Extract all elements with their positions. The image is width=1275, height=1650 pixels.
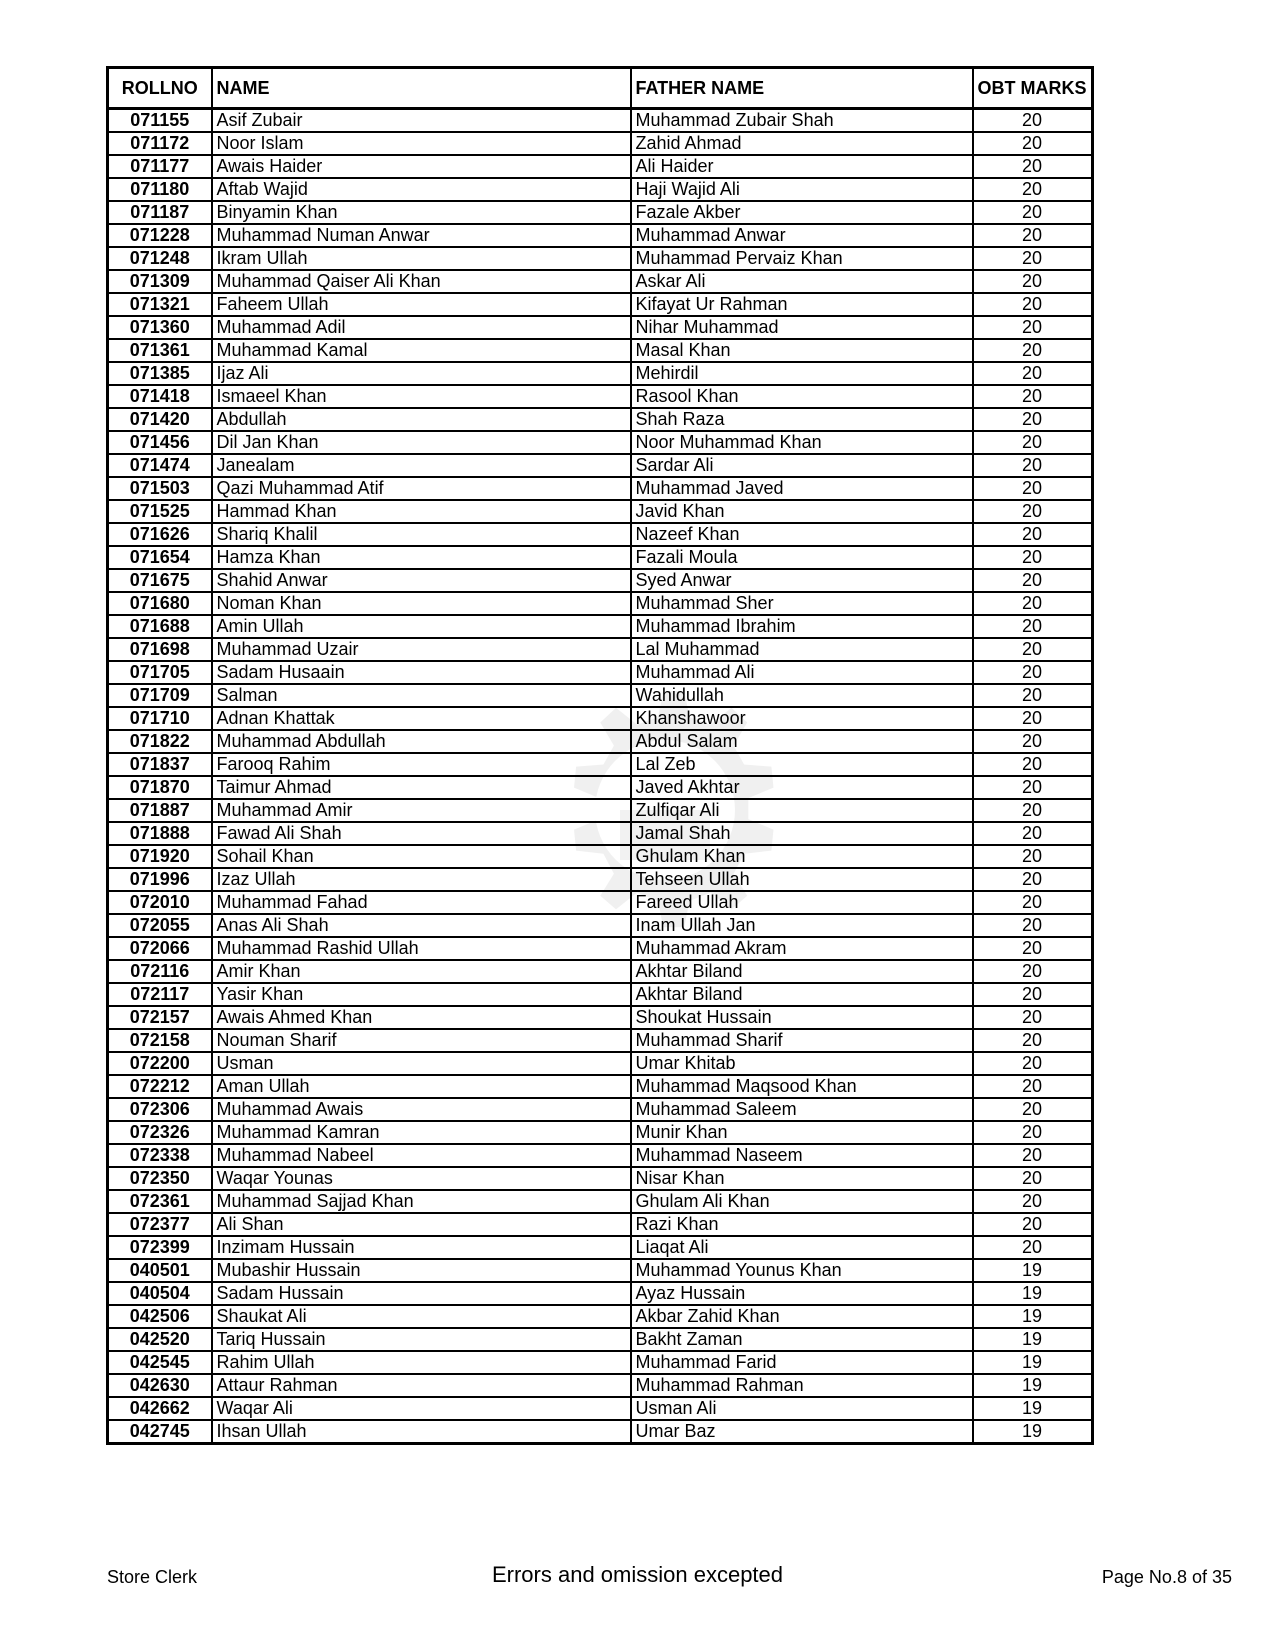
cell-rollno: 071385 — [108, 362, 212, 385]
cell-name: Rahim Ullah — [212, 1351, 631, 1374]
table-row — [108, 983, 1093, 1006]
cell-name: Hammad Khan — [212, 500, 631, 523]
table-row — [108, 1121, 1093, 1144]
cell-name: Anas Ali Shah — [212, 914, 631, 937]
cell-father-name: Zahid Ahmad — [631, 132, 973, 155]
cell-father-name: Mehirdil — [631, 362, 973, 385]
cell-rollno: 072158 — [108, 1029, 212, 1052]
cell-father-name: Fazali Moula — [631, 546, 973, 569]
cell-obt-marks: 20 — [973, 1098, 1093, 1121]
cell-obt-marks: 20 — [973, 914, 1093, 937]
cell-obt-marks: 20 — [973, 132, 1093, 155]
cell-father-name: Javid Khan — [631, 500, 973, 523]
cell-father-name: Usman Ali — [631, 1397, 973, 1420]
cell-rollno: 071187 — [108, 201, 212, 224]
cell-obt-marks: 20 — [973, 937, 1093, 960]
cell-rollno: 071503 — [108, 477, 212, 500]
cell-obt-marks: 20 — [973, 339, 1093, 362]
cell-obt-marks: 20 — [973, 1167, 1093, 1190]
cell-name: Mubashir Hussain — [212, 1259, 631, 1282]
cell-name: Usman — [212, 1052, 631, 1075]
cell-father-name: Umar Khitab — [631, 1052, 973, 1075]
cell-name: Sadam Husaain — [212, 661, 631, 684]
cell-rollno: 071887 — [108, 799, 212, 822]
cell-name: Muhammad Awais — [212, 1098, 631, 1121]
cell-name: Abdullah — [212, 408, 631, 431]
cell-father-name: Nisar Khan — [631, 1167, 973, 1190]
cell-name: Adnan Khattak — [212, 707, 631, 730]
cell-rollno: 072338 — [108, 1144, 212, 1167]
cell-father-name: Haji Wajid Ali — [631, 178, 973, 201]
cell-obt-marks: 20 — [973, 730, 1093, 753]
header-obt-marks: OBT MARKS — [973, 68, 1093, 109]
cell-name: Muhammad Adil — [212, 316, 631, 339]
cell-name: Waqar Younas — [212, 1167, 631, 1190]
cell-father-name: Fazale Akber — [631, 201, 973, 224]
cell-obt-marks: 19 — [973, 1397, 1093, 1420]
cell-obt-marks: 20 — [973, 385, 1093, 408]
table-row — [108, 1075, 1093, 1098]
table-row — [108, 1236, 1093, 1259]
cell-rollno: 071525 — [108, 500, 212, 523]
table-row — [108, 684, 1093, 707]
cell-obt-marks: 20 — [973, 293, 1093, 316]
cell-father-name: Muhammad Farid — [631, 1351, 973, 1374]
cell-rollno: 071228 — [108, 224, 212, 247]
cell-name: Muhammad Uzair — [212, 638, 631, 661]
cell-father-name: Muhammad Ibrahim — [631, 615, 973, 638]
table-row — [108, 201, 1093, 224]
cell-obt-marks: 20 — [973, 224, 1093, 247]
table-row — [108, 339, 1093, 362]
cell-obt-marks: 19 — [973, 1420, 1093, 1444]
cell-rollno: 071361 — [108, 339, 212, 362]
cell-rollno: 072117 — [108, 983, 212, 1006]
cell-name: Noor Islam — [212, 132, 631, 155]
cell-name: Muhammad Amir — [212, 799, 631, 822]
cell-obt-marks: 20 — [973, 316, 1093, 339]
cell-obt-marks: 20 — [973, 822, 1093, 845]
cell-rollno: 072212 — [108, 1075, 212, 1098]
table-row — [108, 868, 1093, 891]
cell-rollno: 071688 — [108, 615, 212, 638]
cell-name: Muhammad Qaiser Ali Khan — [212, 270, 631, 293]
cell-rollno: 072116 — [108, 960, 212, 983]
cell-obt-marks: 20 — [973, 408, 1093, 431]
table-row — [108, 891, 1093, 914]
cell-name: Shariq Khalil — [212, 523, 631, 546]
cell-obt-marks: 20 — [973, 201, 1093, 224]
cell-father-name: Muhammad Rahman — [631, 1374, 973, 1397]
footer-disclaimer: Errors and omission excepted — [491, 1562, 784, 1587]
table-row — [108, 1098, 1093, 1121]
table-row — [108, 1420, 1093, 1444]
cell-name: Amir Khan — [212, 960, 631, 983]
cell-obt-marks: 20 — [973, 500, 1093, 523]
table-row — [108, 523, 1093, 546]
table-row — [108, 109, 1093, 133]
cell-father-name: Ghulam Ali Khan — [631, 1190, 973, 1213]
cell-father-name: Muhammad Anwar — [631, 224, 973, 247]
table-row — [108, 1213, 1093, 1236]
cell-obt-marks: 19 — [973, 1282, 1093, 1305]
cell-name: Awais Haider — [212, 155, 631, 178]
cell-name: Dil Jan Khan — [212, 431, 631, 454]
cell-obt-marks: 20 — [973, 776, 1093, 799]
cell-name: Yasir Khan — [212, 983, 631, 1006]
cell-rollno: 071177 — [108, 155, 212, 178]
cell-father-name: Fareed Ullah — [631, 891, 973, 914]
cell-rollno: 071870 — [108, 776, 212, 799]
table-row — [108, 1190, 1093, 1213]
table-row — [108, 1351, 1093, 1374]
cell-obt-marks: 20 — [973, 546, 1093, 569]
cell-name: Hamza Khan — [212, 546, 631, 569]
cell-rollno: 071172 — [108, 132, 212, 155]
cell-name: Izaz Ullah — [212, 868, 631, 891]
cell-name: Muhammad Sajjad Khan — [212, 1190, 631, 1213]
table-row — [108, 799, 1093, 822]
cell-father-name: Masal Khan — [631, 339, 973, 362]
cell-father-name: Abdul Salam — [631, 730, 973, 753]
table-row — [108, 500, 1093, 523]
cell-rollno: 042520 — [108, 1328, 212, 1351]
cell-rollno: 072157 — [108, 1006, 212, 1029]
table-row — [108, 1397, 1093, 1420]
table-row — [108, 1052, 1093, 1075]
cell-obt-marks: 20 — [973, 983, 1093, 1006]
cell-obt-marks: 20 — [973, 1236, 1093, 1259]
table-row — [108, 454, 1093, 477]
cell-obt-marks: 20 — [973, 270, 1093, 293]
cell-obt-marks: 20 — [973, 1075, 1093, 1098]
cell-name: Nouman Sharif — [212, 1029, 631, 1052]
cell-name: Waqar Ali — [212, 1397, 631, 1420]
cell-father-name: Inam Ullah Jan — [631, 914, 973, 937]
table-row — [108, 132, 1093, 155]
cell-name: Muhammad Nabeel — [212, 1144, 631, 1167]
cell-rollno: 040504 — [108, 1282, 212, 1305]
table-row — [108, 845, 1093, 868]
cell-father-name: Razi Khan — [631, 1213, 973, 1236]
cell-name: Qazi Muhammad Atif — [212, 477, 631, 500]
table-row — [108, 1259, 1093, 1282]
cell-name: Janealam — [212, 454, 631, 477]
header-rollno: ROLLNO — [108, 68, 212, 109]
cell-obt-marks: 20 — [973, 753, 1093, 776]
table-row — [108, 316, 1093, 339]
cell-name: Sohail Khan — [212, 845, 631, 868]
cell-name: Shahid Anwar — [212, 569, 631, 592]
table-header-row — [108, 68, 1093, 109]
cell-father-name: Muhammad Zubair Shah — [631, 109, 973, 133]
cell-obt-marks: 20 — [973, 523, 1093, 546]
table-row — [108, 408, 1093, 431]
cell-father-name: Lal Muhammad — [631, 638, 973, 661]
cell-rollno: 072306 — [108, 1098, 212, 1121]
table-row — [108, 822, 1093, 845]
cell-name: Muhammad Rashid Ullah — [212, 937, 631, 960]
cell-name: Ihsan Ullah — [212, 1420, 631, 1444]
table-row — [108, 638, 1093, 661]
cell-name: Salman — [212, 684, 631, 707]
header-father-name: FATHER NAME — [631, 68, 973, 109]
cell-obt-marks: 20 — [973, 1006, 1093, 1029]
table-row — [108, 1282, 1093, 1305]
cell-obt-marks: 20 — [973, 431, 1093, 454]
cell-name: Muhammad Kamran — [212, 1121, 631, 1144]
cell-rollno: 071180 — [108, 178, 212, 201]
table-row — [108, 385, 1093, 408]
cell-obt-marks: 20 — [973, 868, 1093, 891]
table-row — [108, 1006, 1093, 1029]
table-row — [108, 730, 1093, 753]
table-row — [108, 1305, 1093, 1328]
cell-rollno: 071680 — [108, 592, 212, 615]
cell-father-name: Muhammad Akram — [631, 937, 973, 960]
cell-obt-marks: 20 — [973, 891, 1093, 914]
cell-obt-marks: 19 — [973, 1259, 1093, 1282]
cell-obt-marks: 20 — [973, 454, 1093, 477]
cell-rollno: 071474 — [108, 454, 212, 477]
cell-rollno: 071705 — [108, 661, 212, 684]
cell-obt-marks: 19 — [973, 1351, 1093, 1374]
cell-rollno: 071888 — [108, 822, 212, 845]
cell-father-name: Syed Anwar — [631, 569, 973, 592]
table-row — [108, 1144, 1093, 1167]
cell-name: Sadam Hussain — [212, 1282, 631, 1305]
cell-name: Attaur Rahman — [212, 1374, 631, 1397]
cell-obt-marks: 20 — [973, 155, 1093, 178]
cell-rollno: 071248 — [108, 247, 212, 270]
cell-father-name: Muhammad Naseem — [631, 1144, 973, 1167]
table-row — [108, 362, 1093, 385]
cell-name: Ijaz Ali — [212, 362, 631, 385]
cell-obt-marks: 20 — [973, 615, 1093, 638]
cell-name: Ikram Ullah — [212, 247, 631, 270]
cell-rollno: 072055 — [108, 914, 212, 937]
cell-father-name: Muhammad Saleem — [631, 1098, 973, 1121]
cell-rollno: 072361 — [108, 1190, 212, 1213]
cell-rollno: 071996 — [108, 868, 212, 891]
cell-father-name: Tehseen Ullah — [631, 868, 973, 891]
cell-father-name: Ayaz Hussain — [631, 1282, 973, 1305]
cell-name: Muhammad Numan Anwar — [212, 224, 631, 247]
table-row — [108, 247, 1093, 270]
cell-rollno: 071654 — [108, 546, 212, 569]
table-row — [108, 914, 1093, 937]
cell-obt-marks: 20 — [973, 1052, 1093, 1075]
cell-rollno: 071360 — [108, 316, 212, 339]
cell-obt-marks: 20 — [973, 661, 1093, 684]
cell-name: Aftab Wajid — [212, 178, 631, 201]
cell-obt-marks: 20 — [973, 845, 1093, 868]
table-row — [108, 224, 1093, 247]
cell-father-name: Zulfiqar Ali — [631, 799, 973, 822]
footer-page-number: Page No.8 of 35 — [1101, 1567, 1232, 1587]
cell-rollno: 072377 — [108, 1213, 212, 1236]
table-row — [108, 592, 1093, 615]
cell-father-name: Askar Ali — [631, 270, 973, 293]
cell-rollno: 040501 — [108, 1259, 212, 1282]
cell-name: Aman Ullah — [212, 1075, 631, 1098]
cell-obt-marks: 20 — [973, 109, 1093, 133]
table-row — [108, 960, 1093, 983]
cell-name: Shaukat Ali — [212, 1305, 631, 1328]
cell-rollno: 042545 — [108, 1351, 212, 1374]
cell-rollno: 042662 — [108, 1397, 212, 1420]
table-row — [108, 178, 1093, 201]
cell-father-name: Ali Haider — [631, 155, 973, 178]
cell-father-name: Ghulam Khan — [631, 845, 973, 868]
cell-rollno: 071626 — [108, 523, 212, 546]
table-row — [108, 293, 1093, 316]
cell-father-name: Shah Raza — [631, 408, 973, 431]
table-row — [108, 753, 1093, 776]
cell-rollno: 042630 — [108, 1374, 212, 1397]
cell-name: Awais Ahmed Khan — [212, 1006, 631, 1029]
cell-name: Ali Shan — [212, 1213, 631, 1236]
cell-rollno: 071309 — [108, 270, 212, 293]
cell-father-name: Muhammad Younus Khan — [631, 1259, 973, 1282]
cell-father-name: Lal Zeb — [631, 753, 973, 776]
cell-name: Muhammad Abdullah — [212, 730, 631, 753]
cell-rollno: 072326 — [108, 1121, 212, 1144]
cell-obt-marks: 20 — [973, 1144, 1093, 1167]
cell-father-name: Javed Akhtar — [631, 776, 973, 799]
cell-name: Tariq Hussain — [212, 1328, 631, 1351]
cell-rollno: 071822 — [108, 730, 212, 753]
cell-obt-marks: 20 — [973, 1121, 1093, 1144]
cell-father-name: Muhammad Sharif — [631, 1029, 973, 1052]
cell-name: Farooq Rahim — [212, 753, 631, 776]
cell-obt-marks: 19 — [973, 1374, 1093, 1397]
cell-rollno: 071698 — [108, 638, 212, 661]
cell-obt-marks: 20 — [973, 1213, 1093, 1236]
cell-father-name: Sardar Ali — [631, 454, 973, 477]
cell-rollno: 072399 — [108, 1236, 212, 1259]
cell-father-name: Muhammad Pervaiz Khan — [631, 247, 973, 270]
cell-name: Binyamin Khan — [212, 201, 631, 224]
cell-name: Inzimam Hussain — [212, 1236, 631, 1259]
table-row — [108, 1374, 1093, 1397]
cell-name: Asif Zubair — [212, 109, 631, 133]
cell-rollno: 071155 — [108, 109, 212, 133]
results-table — [106, 66, 1094, 1445]
cell-father-name: Muhammad Ali — [631, 661, 973, 684]
table-row — [108, 546, 1093, 569]
cell-father-name: Shoukat Hussain — [631, 1006, 973, 1029]
cell-obt-marks: 19 — [973, 1305, 1093, 1328]
cell-rollno: 071418 — [108, 385, 212, 408]
cell-rollno: 042745 — [108, 1420, 212, 1444]
cell-father-name: Nihar Muhammad — [631, 316, 973, 339]
cell-rollno: 071321 — [108, 293, 212, 316]
cell-obt-marks: 20 — [973, 178, 1093, 201]
cell-name: Fawad Ali Shah — [212, 822, 631, 845]
cell-obt-marks: 20 — [973, 960, 1093, 983]
table-row — [108, 937, 1093, 960]
cell-father-name: Khanshawoor — [631, 707, 973, 730]
cell-father-name: Noor Muhammad Khan — [631, 431, 973, 454]
cell-father-name: Muhammad Sher — [631, 592, 973, 615]
cell-father-name: Rasool Khan — [631, 385, 973, 408]
cell-obt-marks: 20 — [973, 569, 1093, 592]
cell-father-name: Wahidullah — [631, 684, 973, 707]
table-row — [108, 1328, 1093, 1351]
cell-father-name: Akbar Zahid Khan — [631, 1305, 973, 1328]
table-row — [108, 707, 1093, 730]
cell-rollno: 072066 — [108, 937, 212, 960]
cell-obt-marks: 20 — [973, 684, 1093, 707]
table-row — [108, 569, 1093, 592]
cell-rollno: 071710 — [108, 707, 212, 730]
cell-obt-marks: 20 — [973, 247, 1093, 270]
table-row — [108, 155, 1093, 178]
cell-name: Muhammad Fahad — [212, 891, 631, 914]
table-row — [108, 615, 1093, 638]
footer-signatory: Store Clerk — [107, 1567, 198, 1587]
cell-rollno: 072350 — [108, 1167, 212, 1190]
cell-father-name: Kifayat Ur Rahman — [631, 293, 973, 316]
cell-father-name: Nazeef Khan — [631, 523, 973, 546]
cell-rollno: 071709 — [108, 684, 212, 707]
cell-obt-marks: 20 — [973, 1190, 1093, 1213]
table-row — [108, 1167, 1093, 1190]
table-row — [108, 270, 1093, 293]
cell-rollno: 072010 — [108, 891, 212, 914]
cell-rollno: 071675 — [108, 569, 212, 592]
cell-obt-marks: 20 — [973, 707, 1093, 730]
cell-rollno: 071456 — [108, 431, 212, 454]
cell-rollno: 071420 — [108, 408, 212, 431]
cell-obt-marks: 20 — [973, 1029, 1093, 1052]
cell-father-name: Muhammad Javed — [631, 477, 973, 500]
cell-name: Taimur Ahmad — [212, 776, 631, 799]
table-row — [108, 776, 1093, 799]
cell-name: Noman Khan — [212, 592, 631, 615]
cell-obt-marks: 20 — [973, 362, 1093, 385]
cell-obt-marks: 20 — [973, 638, 1093, 661]
cell-father-name: Akhtar Biland — [631, 983, 973, 1006]
cell-rollno: 042506 — [108, 1305, 212, 1328]
cell-name: Ismaeel Khan — [212, 385, 631, 408]
cell-name: Faheem Ullah — [212, 293, 631, 316]
cell-obt-marks: 20 — [973, 592, 1093, 615]
header-name: NAME — [212, 68, 631, 109]
cell-name: Amin Ullah — [212, 615, 631, 638]
cell-rollno: 072200 — [108, 1052, 212, 1075]
cell-obt-marks: 20 — [973, 799, 1093, 822]
cell-father-name: Jamal Shah — [631, 822, 973, 845]
cell-father-name: Akhtar Biland — [631, 960, 973, 983]
cell-rollno: 071837 — [108, 753, 212, 776]
cell-name: Muhammad Kamal — [212, 339, 631, 362]
table-row — [108, 1029, 1093, 1052]
table-row — [108, 477, 1093, 500]
cell-father-name: Umar Baz — [631, 1420, 973, 1444]
cell-father-name: Liaqat Ali — [631, 1236, 973, 1259]
cell-obt-marks: 19 — [973, 1328, 1093, 1351]
cell-father-name: Munir Khan — [631, 1121, 973, 1144]
cell-obt-marks: 20 — [973, 477, 1093, 500]
table-row — [108, 661, 1093, 684]
cell-father-name: Muhammad Maqsood Khan — [631, 1075, 973, 1098]
table-row — [108, 431, 1093, 454]
cell-father-name: Bakht Zaman — [631, 1328, 973, 1351]
cell-rollno: 071920 — [108, 845, 212, 868]
